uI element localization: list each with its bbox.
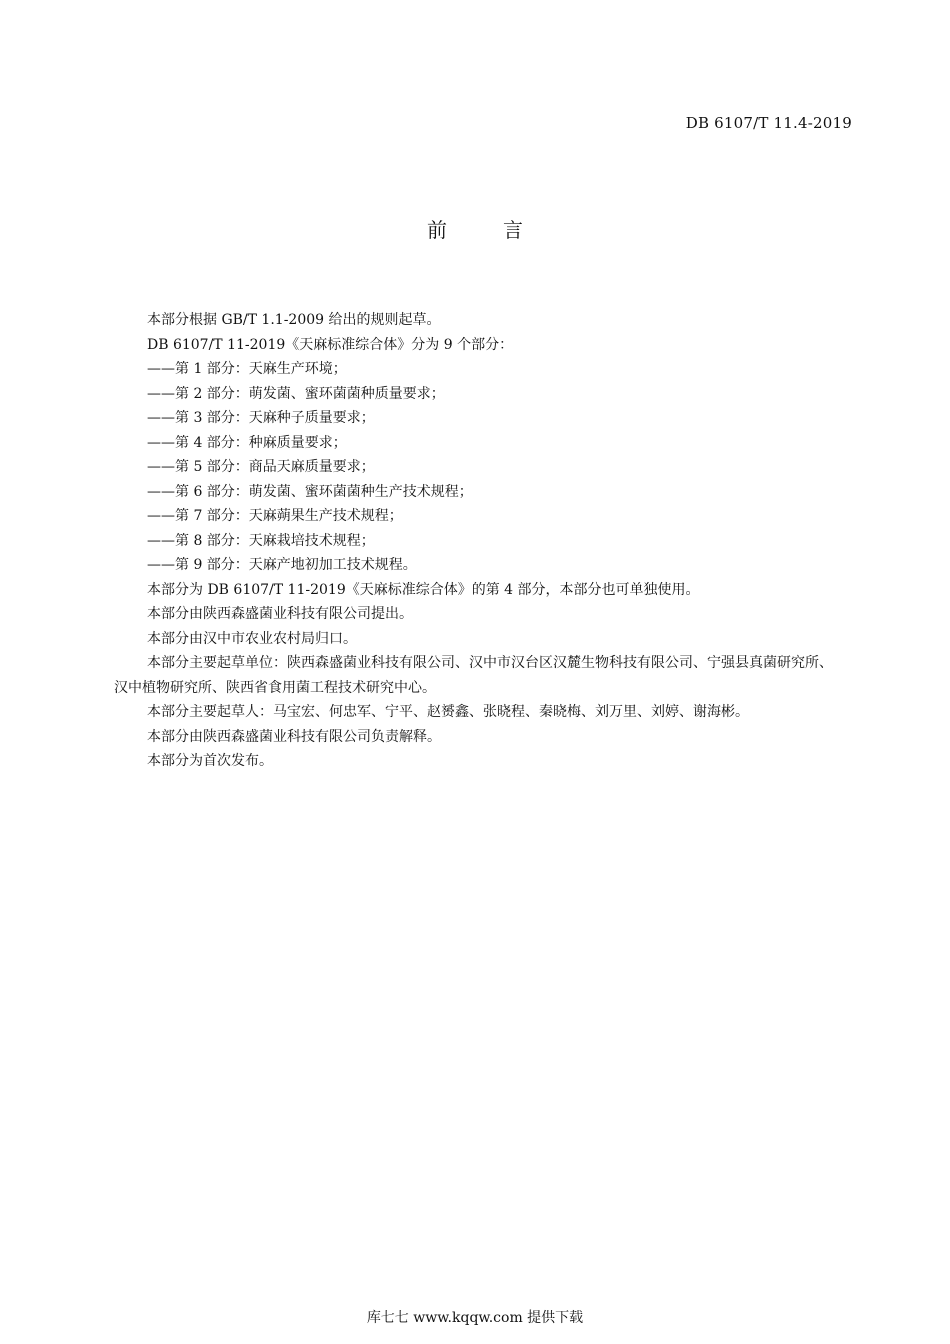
paragraph: 本部分由汉中市农业农村局归口。 [147,630,357,647]
paragraph: 本部分为首次发布。 [147,753,273,769]
paragraph: DB 6107/T 11-2019《天麻标准综合体》分为 9 个部分： [147,336,514,353]
list-item: ——第 1 部分：天麻生产环境； [147,361,347,377]
list-item: ——第 6 部分：萌发菌、蜜环菌菌种生产技术规程； [147,483,473,500]
list-item: ——第 5 部分：商品天麻质量要求； [147,459,375,475]
paragraph: 本部分由陕西森盛菌业科技有限公司提出。 [147,606,413,622]
list-item: ——第 2 部分：萌发菌、蜜环菌菌种质量要求； [147,385,445,402]
title-char-2: 言 [503,218,523,242]
paragraph: 本部分为 DB 6107/T 11-2019《天麻标准综合体》的第 4 部分，本部分也可单独使用。 [147,581,700,598]
list-item: ——第 4 部分：种麻质量要求； [147,434,347,451]
paragraph: 本部分主要起草单位：陕西森盛菌业科技有限公司、汉中市汉台区汉麓生物科技有限公司、宁强县真菌研究所、汉中植物研究所、陕西省食用菌工程技术研究中心。 [114,655,833,696]
page-title [0,214,950,243]
list-item: ——第 9 部分：天麻产地初加工技术规程。 [147,557,417,573]
title-char-1: 前 [427,218,447,242]
list-item: ——第 7 部分：天麻蒴果生产技术规程； [147,508,403,524]
paragraph: 本部分主要起草人：马宝宏、何忠军、宁平、赵赟鑫、张晓程、秦晓梅、刘万里、刘婷、谢海彬。 [147,704,749,720]
standard-code: DB 6107/T 11.4-2019 [685,114,852,132]
foreword-body [114,308,844,774]
paragraph: 本部分根据 GB/T 1.1-2009 给出的规则起草。 [147,312,441,328]
list-item: ——第 3 部分：天麻种子质量要求； [147,410,375,426]
paragraph: 本部分由陕西森盛菌业科技有限公司负责解释。 [147,728,441,745]
list-item: ——第 8 部分：天麻栽培技术规程； [147,532,375,549]
footer-download-note: 库七七 www.kqqw.com 提供下载 [366,1310,584,1326]
